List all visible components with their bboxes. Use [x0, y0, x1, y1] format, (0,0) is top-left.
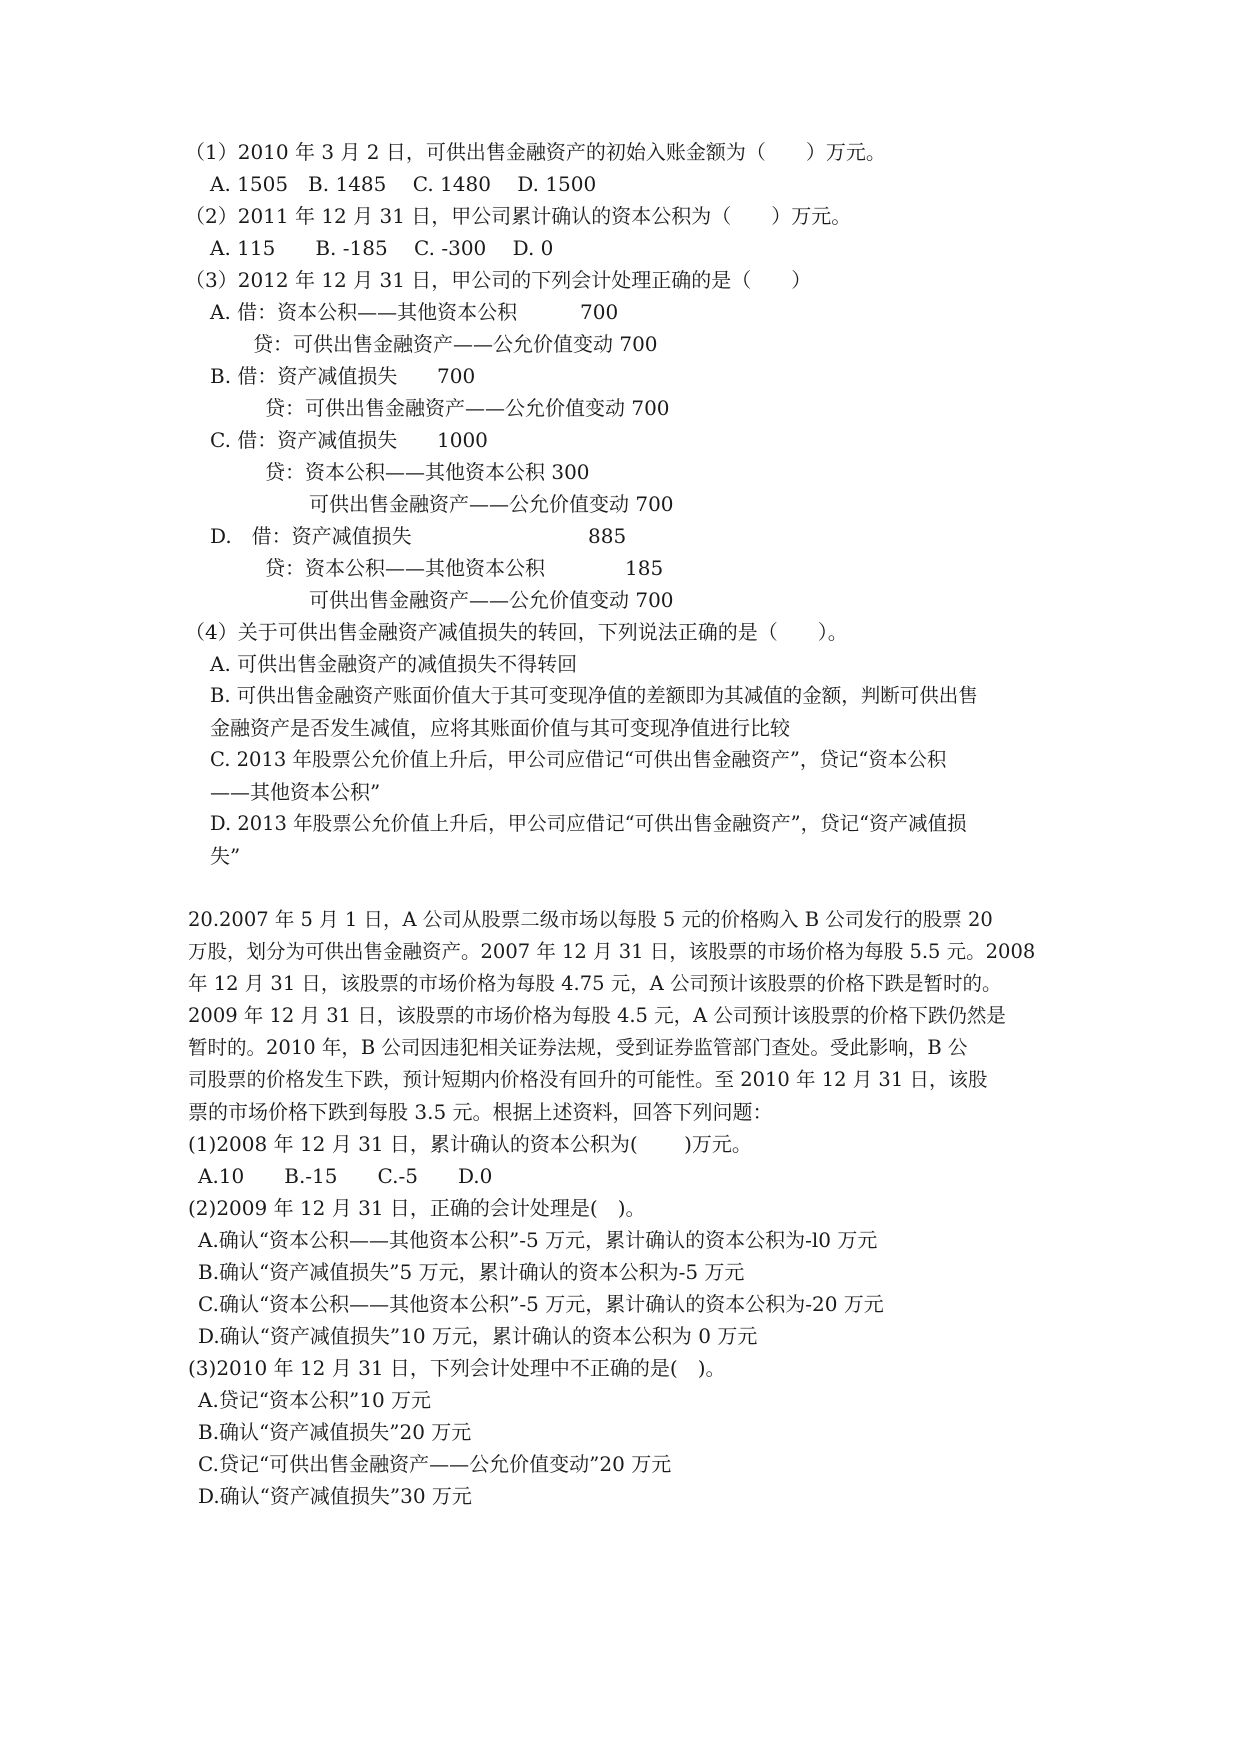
q20-2-option-a: A.确认“资本公积——其他资本公积”-5 万元，累计确认的资本公积为-l0 万元: [198, 1228, 878, 1252]
q20-1-stem: (1)2008 年 12 月 31 日，累计确认的资本公积为( )万元。: [188, 1132, 752, 1156]
q3-option-c-debit-amount: 1000: [437, 428, 488, 452]
q3-option-d-credit-1-amount: 185: [625, 556, 664, 580]
q20-intro-line-2: 万股，划分为可供出售金融资产。2007 年 12 月 31 日，该股票的市场价格为每股 5.5 元。2008: [188, 940, 1036, 963]
q4-option-b-line-2: 金融资产是否发生减值，应将其账面价值与其可变现净值进行比较: [210, 716, 790, 740]
q3-option-d-credit-2: 可供出售金融资产——公允价值变动 700: [309, 588, 674, 612]
q20-intro-line-1: 20.2007 年 5 月 1 日，A 公司从股票二级市场以每股 5 元的价格购入 B 公司发行的股票 20: [188, 908, 993, 931]
q4-option-b-line-1: B. 可供出售金融资产账面价值大于其可变现净值的差额即为其减值的金额，判断可供出售: [210, 684, 978, 707]
q3-option-d-credit-1: 贷：资本公积——其他资本公积: [265, 556, 545, 580]
q20-intro-line-7: 票的市场价格下跌到每股 3.5 元。根据上述资料，回答下列问题：: [188, 1100, 773, 1124]
q2-stem: （2）2011 年 12 月 31 日，甲公司累计确认的资本公积为（ ）万元。: [185, 204, 852, 228]
q3-option-a-debit-amount: 700: [580, 300, 619, 324]
q4-option-c-line-1: C. 2013 年股票公允价值上升后，甲公司应借记“可供出售金融资产”，贷记“资本公积: [210, 748, 947, 771]
q4-option-c-line-2: ——其他资本公积”: [210, 780, 381, 804]
q3-option-a-debit: A. 借：资本公积——其他资本公积: [210, 300, 518, 324]
q4-option-a: A. 可供出售金融资产的减值损失不得转回: [210, 652, 578, 676]
q4-option-d-line-1: D. 2013 年股票公允价值上升后，甲公司应借记“可供出售金融资产”，贷记“资产减值损: [210, 812, 967, 835]
q2-options: A. 115 B. -185 C. -300 D. 0: [210, 236, 554, 260]
q20-3-option-c: C.贷记“可供出售金融资产——公允价值变动”20 万元: [198, 1452, 672, 1476]
q3-option-c-debit: C. 借：资产减值损失: [210, 428, 398, 452]
q1-options: A. 1505 B. 1485 C. 1480 D. 1500: [210, 172, 597, 196]
q20-intro-line-5: 暂时的。2010 年，B 公司因违犯相关证券法规，受到证券监管部门查处。受此影响，B 公: [188, 1036, 968, 1059]
q3-option-c-credit-1: 贷：资本公积——其他资本公积 300: [265, 460, 590, 484]
q20-3-option-b: B.确认“资产减值损失”20 万元: [198, 1420, 472, 1444]
q20-intro-line-4: 2009 年 12 月 31 日，该股票的市场价格为每股 4.5 元，A 公司预计该股票的价格下跌仍然是: [188, 1004, 1006, 1027]
q3-option-d-debit-amount: 885: [588, 524, 627, 548]
q20-1-options: A.10 B.-15 C.-5 D.0: [198, 1164, 493, 1188]
q20-2-option-c: C.确认“资本公积——其他资本公积”-5 万元，累计确认的资本公积为-20 万元: [198, 1292, 884, 1316]
q20-2-option-b: B.确认“资产减值损失”5 万元，累计确认的资本公积为-5 万元: [198, 1260, 745, 1284]
q3-option-b-debit: B. 借：资产减值损失: [210, 364, 398, 388]
q3-option-b-credit: 贷：可供出售金融资产——公允价值变动 700: [265, 396, 670, 420]
q3-option-d-debit: D. 借：资产减值损失: [210, 524, 412, 548]
q20-intro-line-6: 司股票的价格发生下跌，预计短期内价格没有回升的可能性。至 2010 年 12 月 31 日，该股: [188, 1068, 988, 1091]
q4-option-d-line-2: 失”: [210, 844, 241, 868]
q4-stem: （4）关于可供出售金融资产减值损失的转回，下列说法正确的是（ ）。: [185, 620, 848, 644]
q20-intro-line-3: 年 12 月 31 日，该股票的市场价格为每股 4.75 元，A 公司预计该股票的价格下跌是暂时的。: [188, 972, 1002, 995]
q3-option-a-credit: 贷：可供出售金融资产——公允价值变动 700: [253, 332, 658, 356]
q3-option-b-debit-amount: 700: [437, 364, 476, 388]
q20-3-option-a: A.贷记“资本公积”10 万元: [198, 1388, 432, 1412]
q1-stem: （1）2010 年 3 月 2 日，可供出售金融资产的初始入账金额为（ ）万元。: [185, 140, 886, 164]
q20-2-stem: (2)2009 年 12 月 31 日，正确的会计处理是( )。: [188, 1196, 646, 1220]
q20-3-stem: (3)2010 年 12 月 31 日，下列会计处理中不正确的是( )。: [188, 1356, 726, 1380]
q20-2-option-d: D.确认“资产减值损失”10 万元，累计确认的资本公积为 0 万元: [198, 1324, 758, 1348]
q3-stem: （3）2012 年 12 月 31 日，甲公司的下列会计处理正确的是（ ）: [185, 268, 812, 292]
q20-3-option-d: D.确认“资产减值损失”30 万元: [198, 1484, 472, 1508]
q3-option-c-credit-2: 可供出售金融资产——公允价值变动 700: [309, 492, 674, 516]
